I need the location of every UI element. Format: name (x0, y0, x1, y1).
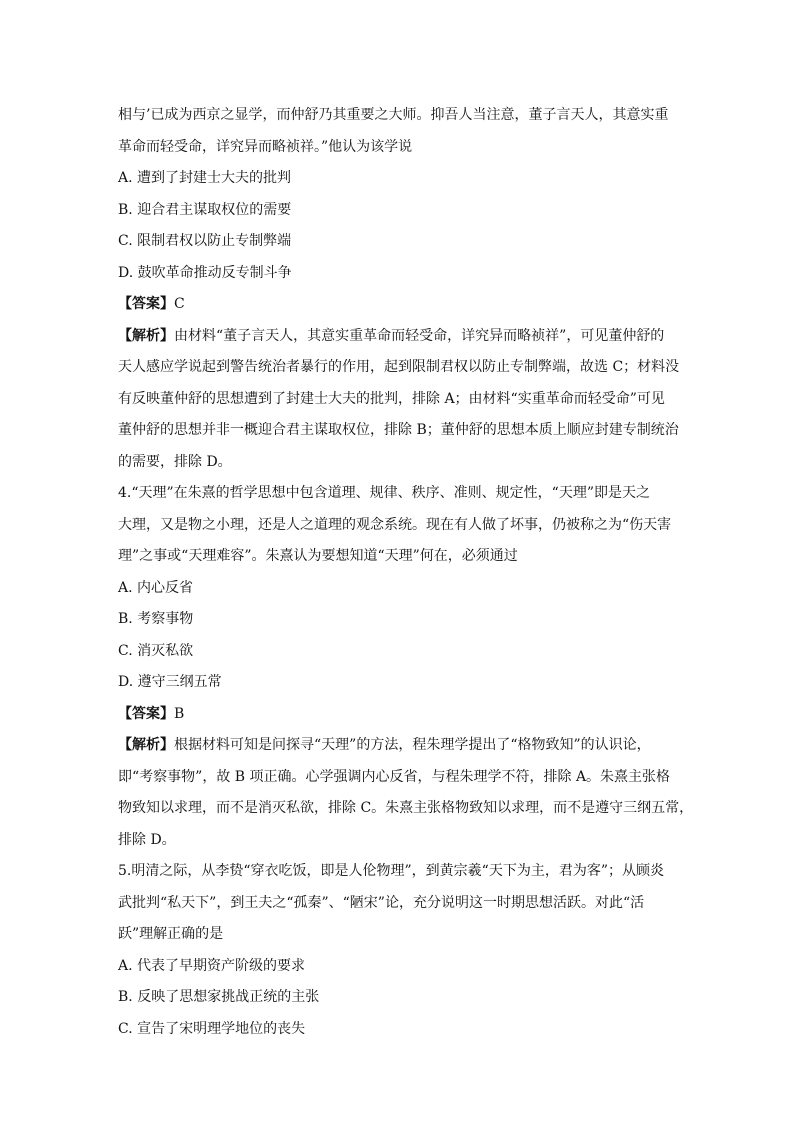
analysis-label: 【解析】 (118, 327, 174, 344)
analysis-label: 【解析】 (118, 737, 174, 753)
q3-analysis-line-3: 有反映董仲舒的思想遭到了封建士大夫的批判，排除 A；由材料“实重革命而轻受命”可见 (118, 390, 665, 407)
q4-option-a: A. 内心反省 (118, 579, 194, 596)
q3-option-d: D. 鼓吹革命推动反专制斗争 (118, 264, 292, 281)
q4-option-b: B. 考察事物 (118, 611, 194, 627)
q4-analysis-line-3: 物致知以求理，而不是消灭私欲，排除 C。朱熹主张格物致知以求理，而不是遵守三纲五常， (118, 800, 694, 816)
analysis-text: 根据材料可知是问探寻“天理”的方法，程朱理学提出了“格物致知”的认识论， (174, 737, 651, 753)
q4-stem-line-1: 4.“天理”在朱熹的哲学思想中包含道理、规律、秩序、准则、规定性，“天理”即是天之 (118, 485, 650, 501)
q4-analysis-line-2: 即“考察事物”，故 B 项正确。心学强调内心反省，与程朱理学不符，排除 A。朱熹主张格 (118, 768, 671, 785)
q5-option-b: B. 反映了思想家挑战正统的主张 (118, 989, 320, 1005)
answer-label: 【答案】 (118, 296, 174, 312)
q3-option-c: C. 限制君权以防止专制弊端 (118, 233, 292, 249)
document-page (118, 100, 694, 1045)
q3-analysis-line-1 (118, 321, 678, 353)
q5-stem-line-1: 5.明清之际，从李贽“穿衣吃饭，即是人伦物理”，到黄宗羲“天下为主，君为客”；从顾炎 (118, 863, 664, 879)
q3-option-a: A. 遭到了封建士大夫的批判 (118, 170, 292, 186)
q4-option-c: C. 消灭私欲 (118, 642, 194, 659)
q4-analysis-line-1 (118, 730, 678, 762)
q4-option-d: D. 遵守三纲五常 (118, 674, 222, 690)
q3-analysis-line-5: 的需要，排除 D。 (118, 453, 232, 470)
q4-analysis-line-4: 排除 D。 (118, 831, 176, 848)
q3-stem-line-1: 相与’已成为西京之显学，而仲舒乃其重要之大师。抑吾人当注意，董子言天人，其意实重 (118, 107, 669, 123)
analysis-text: 由材料“董子言天人，其意实重革命而轻受命，详究异而略祯祥”，可见董仲舒的 (174, 327, 665, 344)
q3-analysis-line-2: 天人感应学说起到警告统治者暴行的作用，起到限制君权以防止专制弊端，故选 C；材料没 (118, 359, 680, 375)
answer-value: C (174, 296, 185, 312)
q4-stem-line-2: 大理，又是物之小理，还是人之道理的观念系统。现在有人做了坏事，仍被称之为“伤天害 (118, 516, 672, 533)
q4-stem-line-3: 理”之事或“天理难容”。朱熹认为要想知道“天理”何在，必须通过 (118, 548, 518, 564)
answer-value: B (174, 705, 185, 722)
q3-answer (118, 289, 678, 321)
q5-stem-line-3: 跃”理解正确的是 (118, 926, 224, 942)
q4-answer (118, 699, 678, 731)
q5-stem-line-2: 武批判“私天下”，到王夫之“孤秦”、“陋宋”论，充分说明这一时期思想活跃。对此“活 (118, 894, 645, 911)
q5-option-c: C. 宣告了宋明理学地位的丧失 (118, 1020, 306, 1037)
q3-analysis-line-4: 董仲舒的思想并非一概迎合君主谋取权位，排除 B；董仲舒的思想本质上顺应封建专制统治 (118, 422, 679, 438)
q5-option-a: A. 代表了早期资产阶级的要求 (118, 957, 306, 974)
answer-label: 【答案】 (118, 705, 174, 722)
q3-option-b: B. 迎合君主谋取权位的需要 (118, 201, 292, 218)
q3-stem-line-2: 革命而轻受命，详究异而略祯祥。”他认为该学说 (118, 138, 413, 155)
